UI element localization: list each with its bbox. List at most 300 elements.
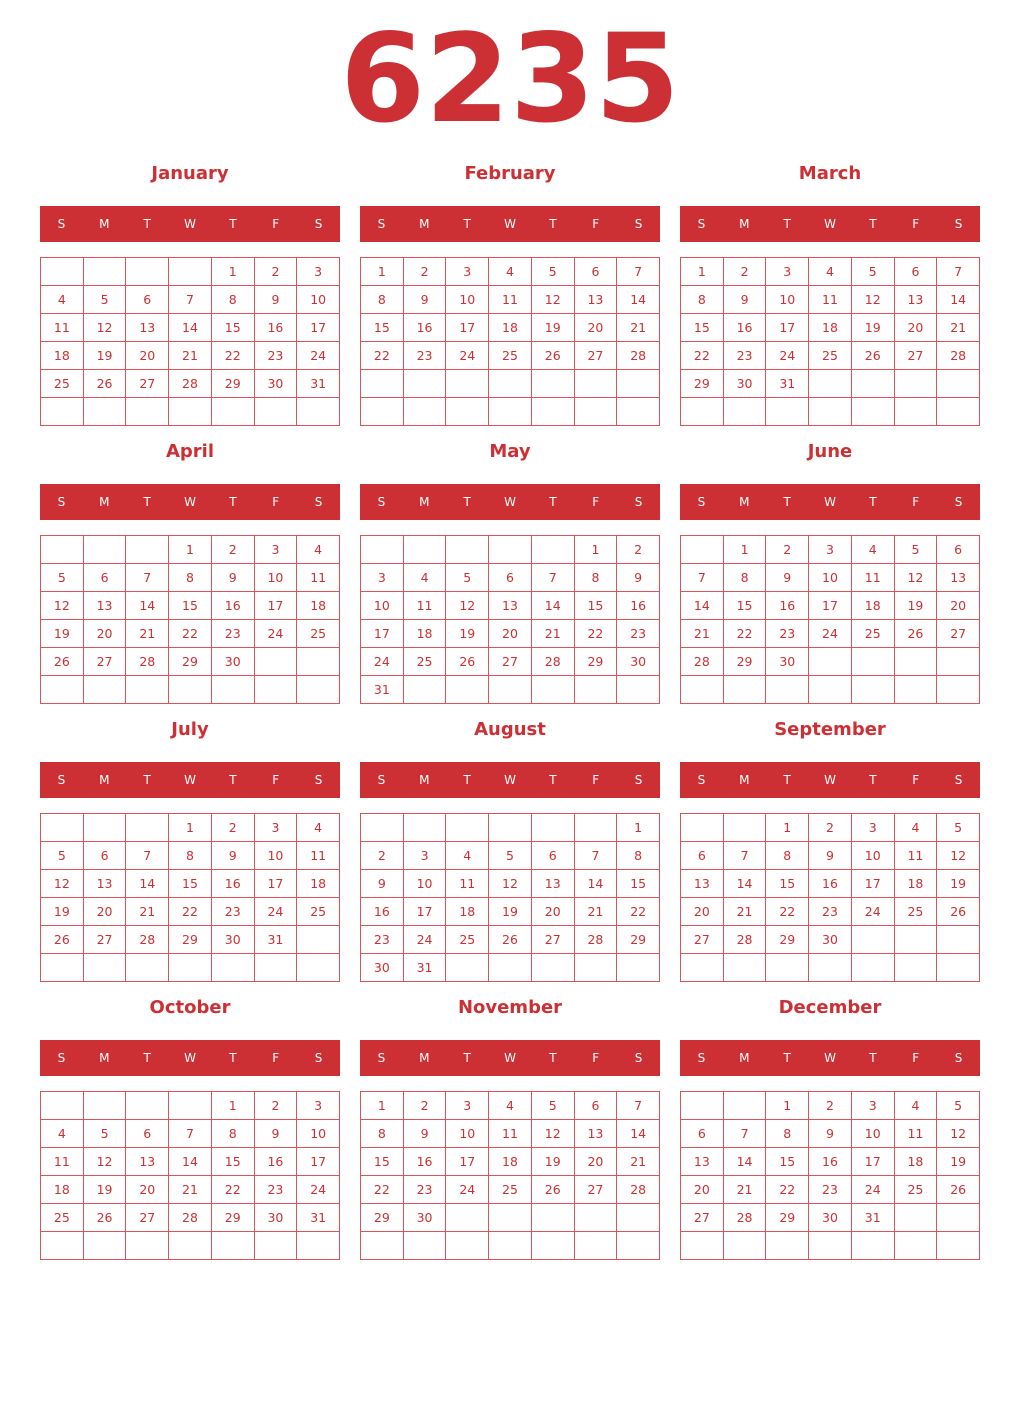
day-cell: 14	[169, 1148, 212, 1176]
day-cell: 5	[41, 564, 84, 592]
day-cell: 20	[681, 898, 724, 926]
empty-day-cell	[532, 814, 575, 842]
empty-day-cell	[126, 814, 169, 842]
empty-day-cell	[446, 954, 489, 982]
month-name: July	[171, 719, 209, 740]
day-cell: 11	[809, 286, 852, 314]
day-cell: 5	[532, 1092, 575, 1120]
day-cell: 28	[532, 648, 575, 676]
day-cell: 11	[895, 1120, 938, 1148]
day-cell: 2	[809, 814, 852, 842]
day-cell: 17	[361, 620, 404, 648]
weekday-label: T	[463, 217, 471, 231]
day-cell: 23	[404, 1176, 447, 1204]
day-cell: 26	[937, 898, 980, 926]
day-cell: 3	[809, 536, 852, 564]
day-cell: 26	[84, 1204, 127, 1232]
weekday-label: S	[697, 773, 706, 787]
day-cell: 11	[895, 842, 938, 870]
day-cell: 9	[809, 1120, 852, 1148]
weekday-label: S	[697, 217, 706, 231]
day-cell: 12	[41, 592, 84, 620]
empty-day-cell	[852, 648, 895, 676]
weekday-label: T	[783, 495, 791, 509]
weekday-label: M	[739, 1051, 750, 1065]
empty-day-cell	[255, 676, 298, 704]
day-cell: 9	[809, 842, 852, 870]
day-cell: 17	[809, 592, 852, 620]
empty-day-cell	[489, 398, 532, 426]
day-grid	[680, 813, 980, 982]
day-cell: 9	[212, 842, 255, 870]
weekday-label: W	[504, 1051, 516, 1065]
weekday-label: W	[504, 773, 516, 787]
weekday-label: S	[57, 217, 66, 231]
day-cell: 3	[446, 1092, 489, 1120]
day-cell: 4	[404, 564, 447, 592]
day-cell: 25	[404, 648, 447, 676]
day-cell: 9	[724, 286, 767, 314]
month-september	[680, 716, 980, 986]
empty-day-cell	[575, 1232, 618, 1260]
empty-day-cell	[895, 926, 938, 954]
day-cell: 6	[575, 1092, 618, 1120]
weekday-label: M	[99, 495, 110, 509]
day-cell: 15	[212, 1148, 255, 1176]
day-cell: 5	[532, 258, 575, 286]
day-cell: 13	[532, 870, 575, 898]
day-cell: 23	[255, 342, 298, 370]
day-cell: 4	[489, 258, 532, 286]
empty-day-cell	[446, 370, 489, 398]
day-cell: 29	[681, 370, 724, 398]
day-cell: 14	[724, 870, 767, 898]
day-cell: 4	[895, 814, 938, 842]
month-august	[360, 716, 660, 986]
empty-day-cell	[532, 1232, 575, 1260]
year-title: 6235	[340, 8, 680, 150]
weekday-label: W	[184, 495, 196, 509]
day-cell: 22	[212, 342, 255, 370]
day-cell: 10	[852, 842, 895, 870]
month-name: March	[798, 163, 862, 184]
day-cell: 21	[617, 1148, 660, 1176]
day-cell: 14	[617, 1120, 660, 1148]
day-cell: 21	[126, 620, 169, 648]
day-cell: 17	[404, 898, 447, 926]
day-cell: 19	[937, 1148, 980, 1176]
day-cell: 20	[575, 1148, 618, 1176]
day-cell: 12	[446, 592, 489, 620]
empty-day-cell	[724, 814, 767, 842]
weekday-label: S	[697, 1051, 706, 1065]
day-cell: 21	[617, 314, 660, 342]
weekday-header	[360, 762, 660, 798]
day-cell: 14	[681, 592, 724, 620]
weekday-label: T	[783, 217, 791, 231]
day-cell: 6	[895, 258, 938, 286]
day-cell: 25	[895, 1176, 938, 1204]
empty-day-cell	[575, 1204, 618, 1232]
day-cell: 31	[297, 370, 340, 398]
day-cell: 22	[766, 1176, 809, 1204]
day-cell: 28	[617, 1176, 660, 1204]
empty-day-cell	[895, 398, 938, 426]
day-cell: 8	[724, 564, 767, 592]
day-cell: 9	[255, 286, 298, 314]
weekday-label: F	[272, 1051, 280, 1065]
day-cell: 10	[766, 286, 809, 314]
day-cell: 22	[212, 1176, 255, 1204]
empty-day-cell	[809, 1232, 852, 1260]
day-cell: 13	[126, 314, 169, 342]
day-cell: 27	[84, 648, 127, 676]
empty-day-cell	[489, 1204, 532, 1232]
day-cell: 7	[617, 258, 660, 286]
empty-day-cell	[361, 370, 404, 398]
day-cell: 6	[126, 286, 169, 314]
day-cell: 23	[255, 1176, 298, 1204]
empty-day-cell	[575, 676, 618, 704]
weekday-label: M	[419, 1051, 430, 1065]
day-cell: 2	[212, 536, 255, 564]
weekday-label: F	[592, 1051, 600, 1065]
day-cell: 25	[297, 898, 340, 926]
day-cell: 18	[446, 898, 489, 926]
weekday-label: S	[634, 495, 643, 509]
empty-day-cell	[809, 370, 852, 398]
empty-day-cell	[404, 676, 447, 704]
weekday-label: T	[549, 773, 557, 787]
empty-day-cell	[852, 676, 895, 704]
day-cell: 5	[937, 814, 980, 842]
weekday-label: S	[954, 1051, 963, 1065]
day-cell: 27	[575, 342, 618, 370]
empty-day-cell	[895, 676, 938, 704]
weekday-label: W	[504, 217, 516, 231]
weekday-label: W	[184, 773, 196, 787]
day-cell: 24	[297, 1176, 340, 1204]
day-cell: 14	[937, 286, 980, 314]
weekday-label: T	[869, 1051, 877, 1065]
day-cell: 4	[809, 258, 852, 286]
empty-day-cell	[532, 370, 575, 398]
day-cell: 19	[84, 342, 127, 370]
day-cell: 26	[41, 648, 84, 676]
day-cell: 26	[532, 342, 575, 370]
weekday-label: T	[463, 495, 471, 509]
day-cell: 25	[41, 1204, 84, 1232]
empty-day-cell	[169, 1232, 212, 1260]
day-cell: 4	[489, 1092, 532, 1120]
day-cell: 26	[446, 648, 489, 676]
day-cell: 31	[255, 926, 298, 954]
empty-day-cell	[575, 370, 618, 398]
day-cell: 4	[895, 1092, 938, 1120]
day-cell: 20	[84, 620, 127, 648]
day-cell: 12	[937, 1120, 980, 1148]
day-cell: 11	[404, 592, 447, 620]
day-cell: 30	[766, 648, 809, 676]
empty-day-cell	[84, 398, 127, 426]
day-cell: 6	[489, 564, 532, 592]
day-cell: 10	[297, 1120, 340, 1148]
day-cell: 24	[852, 898, 895, 926]
empty-day-cell	[297, 398, 340, 426]
day-cell: 15	[169, 592, 212, 620]
day-cell: 8	[766, 842, 809, 870]
day-cell: 27	[575, 1176, 618, 1204]
day-cell: 11	[41, 314, 84, 342]
day-cell: 2	[255, 258, 298, 286]
empty-day-cell	[446, 676, 489, 704]
day-cell: 31	[766, 370, 809, 398]
day-cell: 4	[41, 286, 84, 314]
day-cell: 4	[852, 536, 895, 564]
day-cell: 12	[852, 286, 895, 314]
empty-day-cell	[41, 258, 84, 286]
weekday-label: F	[912, 217, 920, 231]
day-cell: 20	[681, 1176, 724, 1204]
empty-day-cell	[489, 1232, 532, 1260]
empty-day-cell	[937, 954, 980, 982]
day-cell: 18	[809, 314, 852, 342]
day-cell: 28	[126, 648, 169, 676]
day-cell: 25	[895, 898, 938, 926]
day-cell: 1	[169, 814, 212, 842]
day-cell: 19	[41, 620, 84, 648]
day-cell: 19	[852, 314, 895, 342]
day-cell: 29	[575, 648, 618, 676]
day-cell: 21	[532, 620, 575, 648]
empty-day-cell	[489, 370, 532, 398]
empty-day-cell	[404, 398, 447, 426]
weekday-label: F	[912, 773, 920, 787]
weekday-label: S	[314, 1051, 323, 1065]
empty-day-cell	[852, 1232, 895, 1260]
day-cell: 2	[361, 842, 404, 870]
day-cell: 7	[724, 842, 767, 870]
empty-day-cell	[681, 814, 724, 842]
day-cell: 26	[532, 1176, 575, 1204]
day-cell: 5	[84, 1120, 127, 1148]
day-cell: 2	[404, 258, 447, 286]
weekday-header	[360, 484, 660, 520]
day-cell: 27	[489, 648, 532, 676]
day-cell: 14	[126, 592, 169, 620]
weekday-label: F	[592, 773, 600, 787]
empty-day-cell	[895, 1204, 938, 1232]
day-cell: 8	[361, 1120, 404, 1148]
weekday-label: S	[634, 1051, 643, 1065]
day-cell: 5	[937, 1092, 980, 1120]
day-cell: 30	[361, 954, 404, 982]
day-cell: 17	[852, 870, 895, 898]
day-cell: 18	[297, 870, 340, 898]
weekday-label: T	[143, 217, 151, 231]
day-cell: 6	[126, 1120, 169, 1148]
day-cell: 5	[489, 842, 532, 870]
month-march	[680, 160, 980, 430]
day-cell: 21	[937, 314, 980, 342]
empty-day-cell	[169, 954, 212, 982]
day-grid	[40, 257, 340, 426]
weekday-label: S	[954, 217, 963, 231]
empty-day-cell	[937, 648, 980, 676]
weekday-label: S	[954, 773, 963, 787]
weekday-label: T	[869, 773, 877, 787]
day-cell: 22	[169, 620, 212, 648]
day-cell: 3	[297, 1092, 340, 1120]
day-cell: 13	[681, 1148, 724, 1176]
empty-day-cell	[255, 648, 298, 676]
empty-day-cell	[169, 676, 212, 704]
month-october	[40, 994, 340, 1264]
month-name: October	[149, 997, 231, 1018]
empty-day-cell	[169, 258, 212, 286]
day-cell: 13	[126, 1148, 169, 1176]
weekday-label: S	[634, 217, 643, 231]
day-cell: 15	[169, 870, 212, 898]
weekday-header	[680, 1040, 980, 1076]
empty-day-cell	[895, 954, 938, 982]
day-cell: 7	[681, 564, 724, 592]
day-cell: 18	[41, 342, 84, 370]
day-cell: 23	[404, 342, 447, 370]
day-cell: 18	[489, 314, 532, 342]
day-cell: 26	[41, 926, 84, 954]
day-cell: 2	[404, 1092, 447, 1120]
day-cell: 5	[84, 286, 127, 314]
day-cell: 30	[255, 1204, 298, 1232]
day-cell: 11	[489, 1120, 532, 1148]
month-name: May	[489, 441, 531, 462]
day-cell: 10	[297, 286, 340, 314]
weekday-label: F	[272, 217, 280, 231]
empty-day-cell	[255, 1232, 298, 1260]
day-cell: 17	[255, 592, 298, 620]
day-cell: 1	[361, 258, 404, 286]
day-cell: 16	[766, 592, 809, 620]
day-cell: 24	[446, 1176, 489, 1204]
day-cell: 9	[404, 286, 447, 314]
empty-day-cell	[212, 398, 255, 426]
day-cell: 11	[852, 564, 895, 592]
day-cell: 14	[532, 592, 575, 620]
day-cell: 18	[895, 870, 938, 898]
day-cell: 16	[724, 314, 767, 342]
day-cell: 14	[617, 286, 660, 314]
empty-day-cell	[297, 676, 340, 704]
empty-day-cell	[41, 676, 84, 704]
day-cell: 10	[404, 870, 447, 898]
day-cell: 2	[617, 536, 660, 564]
empty-day-cell	[404, 536, 447, 564]
day-grid	[360, 813, 660, 982]
month-february	[360, 160, 660, 430]
weekday-label: T	[229, 773, 237, 787]
empty-day-cell	[724, 954, 767, 982]
weekday-label: S	[954, 495, 963, 509]
day-cell: 13	[575, 286, 618, 314]
weekday-label: T	[143, 1051, 151, 1065]
day-cell: 17	[446, 314, 489, 342]
day-cell: 28	[724, 926, 767, 954]
month-july	[40, 716, 340, 986]
empty-day-cell	[446, 536, 489, 564]
empty-day-cell	[617, 676, 660, 704]
weekday-label: M	[99, 217, 110, 231]
day-cell: 21	[575, 898, 618, 926]
empty-day-cell	[809, 954, 852, 982]
day-cell: 31	[404, 954, 447, 982]
weekday-label: F	[912, 495, 920, 509]
weekday-label: T	[143, 495, 151, 509]
day-cell: 26	[852, 342, 895, 370]
day-cell: 5	[895, 536, 938, 564]
day-cell: 13	[681, 870, 724, 898]
day-cell: 18	[404, 620, 447, 648]
empty-day-cell	[126, 954, 169, 982]
empty-day-cell	[126, 1232, 169, 1260]
day-cell: 22	[681, 342, 724, 370]
weekday-label: S	[57, 495, 66, 509]
weekday-label: F	[272, 495, 280, 509]
day-cell: 5	[41, 842, 84, 870]
month-name: April	[165, 441, 215, 462]
day-cell: 13	[84, 592, 127, 620]
day-cell: 3	[404, 842, 447, 870]
day-cell: 24	[361, 648, 404, 676]
day-cell: 31	[852, 1204, 895, 1232]
day-cell: 24	[809, 620, 852, 648]
empty-day-cell	[895, 648, 938, 676]
day-cell: 25	[41, 370, 84, 398]
weekday-label: S	[697, 495, 706, 509]
month-name: November	[457, 997, 563, 1018]
day-cell: 24	[766, 342, 809, 370]
empty-day-cell	[852, 926, 895, 954]
weekday-label: M	[99, 773, 110, 787]
empty-day-cell	[41, 1092, 84, 1120]
empty-day-cell	[126, 536, 169, 564]
day-cell: 22	[361, 342, 404, 370]
empty-day-cell	[169, 1092, 212, 1120]
day-cell: 17	[852, 1148, 895, 1176]
empty-day-cell	[681, 954, 724, 982]
day-cell: 9	[404, 1120, 447, 1148]
day-cell: 1	[681, 258, 724, 286]
empty-day-cell	[937, 370, 980, 398]
day-cell: 2	[766, 536, 809, 564]
day-cell: 3	[852, 1092, 895, 1120]
day-cell: 23	[361, 926, 404, 954]
day-cell: 6	[84, 564, 127, 592]
day-cell: 15	[212, 314, 255, 342]
day-cell: 28	[575, 926, 618, 954]
day-cell: 14	[575, 870, 618, 898]
day-cell: 28	[724, 1204, 767, 1232]
day-cell: 1	[575, 536, 618, 564]
weekday-label: S	[377, 217, 386, 231]
day-cell: 29	[169, 648, 212, 676]
day-cell: 21	[681, 620, 724, 648]
day-cell: 9	[255, 1120, 298, 1148]
weekday-label: S	[57, 773, 66, 787]
day-cell: 16	[255, 314, 298, 342]
empty-day-cell	[489, 676, 532, 704]
weekday-label: T	[229, 1051, 237, 1065]
